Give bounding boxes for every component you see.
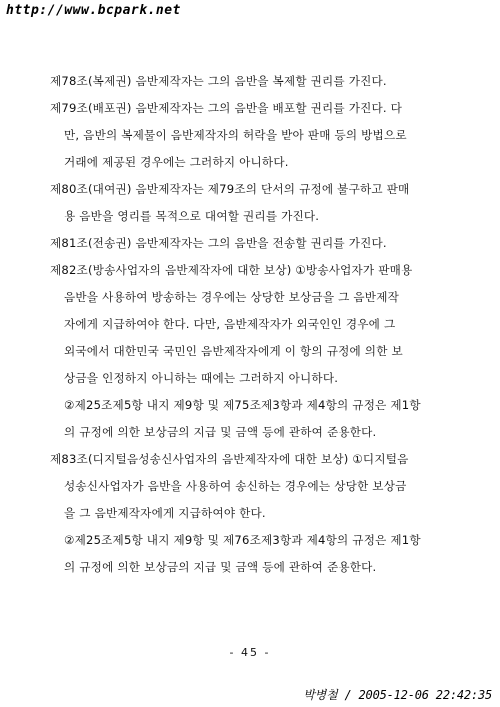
- footer-stamp: 박병철 / 2005-12-06 22:42:35: [303, 688, 492, 702]
- text-line: ②제25조제5항 내지 제9항 및 제76조제3항과 제4항의 규정은 제1항: [64, 533, 421, 547]
- text-line: 상금을 인정하지 아니하는 때에는 그러하지 아니하다.: [64, 371, 339, 385]
- text-line: 성송신사업자가 음반을 사용하여 송신하는 경우에는 상당한 보상금: [64, 479, 407, 493]
- text-line: 제81조(전송권) 음반제작자는 그의 음반을 전송할 권리를 가진다.: [50, 236, 387, 250]
- text-line: 제80조(대여권) 음반제작자는 제79조의 단서의 규정에 불구하고 판매: [50, 182, 410, 196]
- text-line: 의 규정에 의한 보상금의 지급 및 금액 등에 관하여 준용한다.: [64, 560, 377, 574]
- text-line: 제83조(디지털음성송신사업자의 음반제작자에 대한 보상) ①디지털음: [50, 452, 409, 466]
- watermark-url: http://www.bcpark.net: [6, 3, 181, 18]
- text-line: 제82조(방송사업자의 음반제작자에 대한 보상) ①방송사업자가 판매용: [50, 263, 413, 277]
- page-number: - 45 -: [229, 646, 271, 659]
- statute-text: [50, 68, 470, 581]
- text-line: 음반을 사용하여 방송하는 경우에는 상당한 보상금을 그 음반제작: [64, 290, 399, 304]
- text-line: 거래에 제공된 경우에는 그러하지 아니하다.: [64, 155, 289, 169]
- text-line: 용 음반을 영리를 목적으로 대여할 권리를 가진다.: [64, 209, 320, 223]
- text-line: 제79조(배포권) 음반제작자는 그의 음반을 배포할 권리를 가진다. 다: [50, 101, 403, 115]
- text-line: 제78조(복제권) 음반제작자는 그의 음반을 복제할 권리를 가진다.: [50, 74, 387, 88]
- text-line: 을 그 음반제작자에게 지급하여야 한다.: [64, 506, 266, 520]
- text-line: ②제25조제5항 내지 제9항 및 제75조제3항과 제4항의 규정은 제1항: [64, 398, 421, 412]
- text-line: 자에게 지급하여야 한다. 다만, 음반제작자가 외국인인 경우에 그: [64, 317, 396, 331]
- text-line: 의 규정에 의한 보상금의 지급 및 금액 등에 관하여 준용한다.: [64, 425, 377, 439]
- text-line: 만, 음반의 복제물이 음반제작자의 허락을 받아 판매 등의 방법으로: [64, 128, 407, 142]
- text-line: 외국에서 대한민국 국민인 음반제작자에게 이 항의 규정에 의한 보: [64, 344, 403, 358]
